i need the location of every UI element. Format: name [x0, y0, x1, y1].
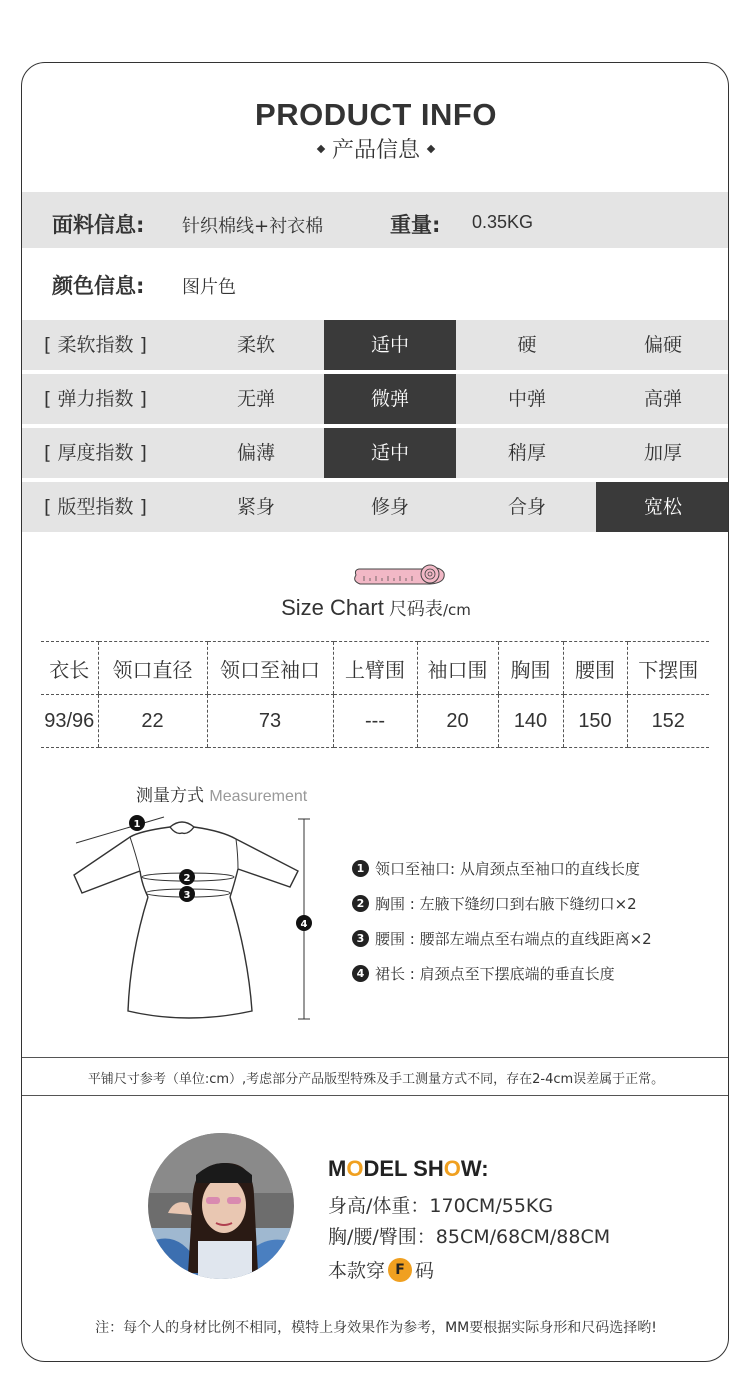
index-row-softness [22, 320, 729, 370]
size-header-cell: 袖口围 [417, 642, 498, 695]
index-option: 合身 [507, 496, 546, 518]
note-number-icon: 2 [352, 895, 369, 912]
size-header-cell: 上臂围 [333, 642, 417, 695]
measurement-note [352, 893, 637, 914]
size-badge: F [388, 1258, 412, 1282]
disclaimer-bar [22, 1057, 729, 1096]
tape-measure-icon [350, 557, 446, 591]
diamond-icon [317, 145, 325, 153]
index-option-selected: 适中 [324, 428, 456, 478]
disclaimer-text: 平铺尺寸参考（单位:cm）,考虑部分产品版型特殊及手工测量方式不同，存在2-4cm误差属于正常。 [87, 1072, 665, 1087]
product-info-card [21, 62, 729, 1362]
note-text: 领口至袖口: 从肩颈点至袖口的直线长度 [375, 860, 640, 878]
fabric-label: 面料信息: [52, 213, 145, 237]
model-measurements: 胸/腰/臀围：85CM/68CM/88CM [328, 1226, 611, 1248]
note-number-icon: 1 [352, 860, 369, 877]
index-option: 偏薄 [236, 442, 275, 464]
size-value-cell: 140 [498, 695, 563, 748]
index-option-selected: 宽松 [596, 482, 729, 532]
size-table [41, 641, 709, 748]
size-header-cell: 腰围 [563, 642, 627, 695]
size-header-cell: 衣长 [41, 642, 98, 695]
index-row-elasticity [22, 374, 729, 424]
index-option: 中弹 [507, 388, 546, 410]
size-chart-title [22, 595, 729, 621]
size-header-cell: 胸围 [498, 642, 563, 695]
measurement-title-en: Measurement [209, 788, 308, 805]
index-option: 偏硬 [643, 334, 682, 356]
size-value-cell: 93/96 [41, 695, 98, 748]
size-chart-title-zh: 尺码表 [388, 599, 443, 620]
model-size-prefix: 本款穿 [328, 1260, 386, 1282]
footer-note: 注：每个人的身材比例不相同，模特上身效果作为参考，MM要根据实际身形和尺码选择哟! [95, 1320, 657, 1336]
size-table-header-row [41, 642, 709, 695]
measurement-note [352, 928, 652, 949]
dress-diagram [70, 815, 320, 1033]
measurement-note [352, 858, 640, 879]
index-name: [ 厚度指数 ] [44, 442, 147, 464]
size-value-cell: --- [333, 695, 417, 748]
model-title-accent: O [346, 1156, 364, 1181]
model-title-part: DEL SH [363, 1156, 444, 1181]
measurement-note [352, 963, 615, 984]
index-option: 高弹 [643, 388, 682, 410]
note-text: 腰围 : 腰部左端点至右端点的直线距离×2 [375, 930, 652, 948]
size-chart-title-en: Size Chart [281, 595, 384, 620]
index-row-fit [22, 482, 729, 532]
diamond-icon [427, 145, 435, 153]
model-size [328, 1256, 434, 1284]
index-option: 紧身 [236, 496, 275, 518]
index-option: 无弹 [236, 388, 275, 410]
fabric-value: 针织棉线+衬衣棉 [182, 216, 324, 237]
model-show-title [328, 1156, 489, 1182]
model-title-part: M [328, 1156, 347, 1181]
marker-3: 3 [183, 890, 191, 901]
size-chart-unit: /cm [442, 601, 471, 619]
marker-4: 4 [300, 919, 308, 930]
index-option: 修身 [370, 496, 409, 518]
marker-2: 2 [183, 873, 191, 884]
size-value-cell: 20 [417, 695, 498, 748]
index-option-selected: 微弹 [324, 374, 456, 424]
index-option: 加厚 [643, 442, 682, 464]
index-option: 柔软 [236, 334, 275, 356]
index-option: 硬 [517, 334, 537, 356]
model-title-accent: O [443, 1156, 461, 1181]
size-value-cell: 152 [627, 695, 709, 748]
size-value-cell: 73 [207, 695, 333, 748]
index-name: [ 柔软指数 ] [44, 334, 147, 356]
model-height-weight: 身高/体重：170CM/55KG [328, 1195, 554, 1217]
index-option-selected: 适中 [324, 320, 456, 370]
size-table-value-row [41, 695, 709, 748]
fabric-row [22, 192, 729, 248]
page-subtitle [22, 133, 729, 164]
index-row-thickness [22, 428, 729, 478]
index-name: [ 弹力指数 ] [44, 388, 147, 410]
size-header-cell: 领口直径 [98, 642, 207, 695]
index-option: 稍厚 [507, 442, 546, 464]
color-label: 颜色信息: [52, 274, 145, 298]
weight-value: 0.35KG [472, 212, 534, 232]
measurement-title-zh: 测量方式 [136, 786, 204, 806]
marker-1: 1 [133, 819, 141, 830]
model-title-part: W: [460, 1156, 489, 1181]
model-avatar [148, 1133, 294, 1279]
model-size-suffix: 码 [415, 1260, 435, 1282]
note-number-icon: 4 [352, 965, 369, 982]
size-header-cell: 下摆围 [627, 642, 709, 695]
size-value-cell: 150 [563, 695, 627, 748]
note-text: 胸围 : 左腋下缝纫口到右腋下缝纫口×2 [375, 895, 637, 913]
subtitle-text: 产品信息 [331, 138, 420, 163]
color-value: 图片色 [182, 277, 236, 298]
size-header-cell: 领口至袖口 [207, 642, 333, 695]
index-name: [ 版型指数 ] [44, 496, 147, 518]
page-title: PRODUCT INFO [255, 97, 497, 132]
measurement-title [136, 781, 307, 806]
note-number-icon: 3 [352, 930, 369, 947]
color-row [22, 253, 729, 309]
size-value-cell: 22 [98, 695, 207, 748]
note-text: 裙长 : 肩颈点至下摆底端的垂直长度 [375, 965, 615, 983]
weight-label: 重量: [390, 213, 441, 237]
